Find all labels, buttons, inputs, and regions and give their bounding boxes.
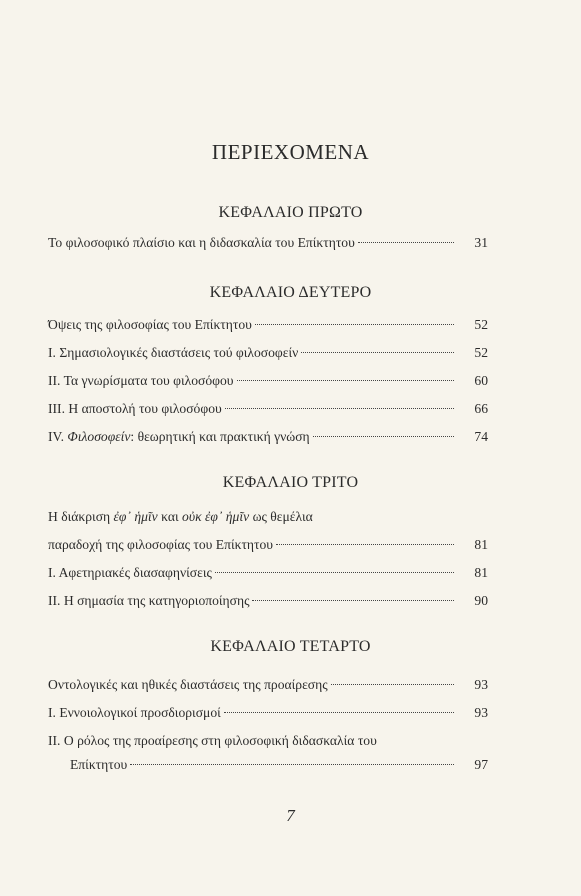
text-run: και	[157, 509, 183, 524]
chapter-2-heading: ΚΕΦΑΛΑΙΟ ΔΕΥΤΕΡΟ	[209, 284, 372, 301]
toc-entry[interactable]	[48, 398, 488, 420]
toc-entry[interactable]	[48, 702, 488, 724]
chapter-3-heading: ΚΕΦΑΛΑΙΟ ΤΡΙΤΟ	[222, 474, 359, 491]
dot-leader	[358, 242, 454, 243]
dot-leader	[331, 684, 454, 685]
toc-entry-page: 93	[474, 705, 488, 720]
dot-leader	[130, 764, 454, 765]
toc-entry-rest: : θεωρητική και πρακτική γνώση	[130, 429, 310, 444]
toc-entry-page: 93	[474, 677, 488, 692]
toc-entry[interactable]	[48, 342, 488, 364]
italic-term: οὐκ ἐφ᾽ ἡμῖν	[182, 509, 250, 524]
toc-entry-page: 81	[474, 565, 488, 580]
toc-entry[interactable]	[48, 232, 488, 254]
toc-entry-page: 66	[474, 401, 488, 416]
toc-entry-page: 81	[474, 537, 488, 552]
dot-leader	[224, 712, 454, 713]
dot-leader	[215, 572, 454, 573]
toc-entry-title: Το φιλοσοφικό πλαίσιο και η διδασκαλία του Επίκτητου	[48, 235, 355, 250]
toc-entry-page: 97	[474, 757, 488, 772]
chapter-4-heading: ΚΕΦΑΛΑΙΟ ΤΕΤΑΡΤΟ	[210, 638, 371, 655]
dot-leader	[301, 352, 454, 353]
chapter-1-heading: ΚΕΦΑΛΑΙΟ ΠΡΩΤΟ	[218, 204, 363, 221]
toc-entry-page: 31	[474, 235, 488, 250]
toc-entry-title: Ι. Σημασιολογικές διαστάσεις τού φιλοσοφείν	[48, 345, 299, 360]
toc-entry-page: 90	[474, 593, 488, 608]
toc-entry-prefix: ΙV.	[48, 429, 68, 444]
toc-entry[interactable]	[48, 370, 488, 392]
toc-entry-first-line	[48, 506, 488, 528]
toc-entry-page: 52	[474, 345, 488, 360]
page-number: 7	[286, 806, 295, 825]
toc-entry-page: 60	[474, 373, 488, 388]
text-run: Η διάκριση	[48, 509, 114, 524]
toc-entry-title: Οντολογικές και ηθικές διαστάσεις της προαίρεσης	[48, 677, 328, 692]
toc-entry-title: Όψεις της φιλοσοφίας του Επίκτητου	[48, 317, 252, 332]
toc-entry-page: 52	[474, 317, 488, 332]
dot-leader	[225, 408, 454, 409]
toc-entry[interactable]	[48, 534, 488, 556]
dot-leader	[252, 600, 454, 601]
toc-entry-title: ΙΙ. Η σημασία της κατηγοριοποίησης	[48, 593, 250, 608]
dot-leader	[255, 324, 454, 325]
toc-entry-italic-term: Φιλοσοφείν	[67, 429, 131, 444]
toc-entry[interactable]	[48, 590, 488, 612]
toc-entry[interactable]	[70, 754, 488, 776]
toc-entry-first-line: ΙΙ. Ο ρόλος της προαίρεσης στη φιλοσοφική διδασκαλία του	[48, 733, 377, 748]
text-run: ως θεμέλια	[249, 509, 313, 524]
dot-leader	[237, 380, 454, 381]
toc-entry-title	[48, 426, 310, 448]
toc-entry[interactable]	[48, 562, 488, 584]
toc-entry-title: ΙΙ. Τα γνωρίσματα του φιλοσόφου	[48, 373, 234, 388]
toc-entry[interactable]	[48, 674, 488, 696]
toc-entry-title: Ι. Εννοιολογικοί προσδιορισμοί	[48, 705, 221, 720]
toc-entry-title: παραδοχή της φιλοσοφίας του Επίκτητου	[48, 537, 274, 552]
italic-term: ἐφ᾽ ἡμῖν	[113, 509, 158, 524]
page-title: ΠΕΡΙΕΧΟΜΕΝΑ	[211, 140, 370, 164]
toc-entry[interactable]	[48, 314, 488, 336]
toc-entry-title: ΙΙΙ. Η αποστολή του φιλοσόφου	[48, 401, 222, 416]
dot-leader	[276, 544, 454, 545]
toc-entry-page: 74	[474, 429, 488, 444]
toc-entry-title: Επίκτητου	[70, 757, 128, 772]
toc-entry-title: Ι. Αφετηριακές διασαφηνίσεις	[48, 565, 212, 580]
dot-leader	[313, 436, 454, 437]
toc-entry[interactable]	[48, 426, 488, 448]
